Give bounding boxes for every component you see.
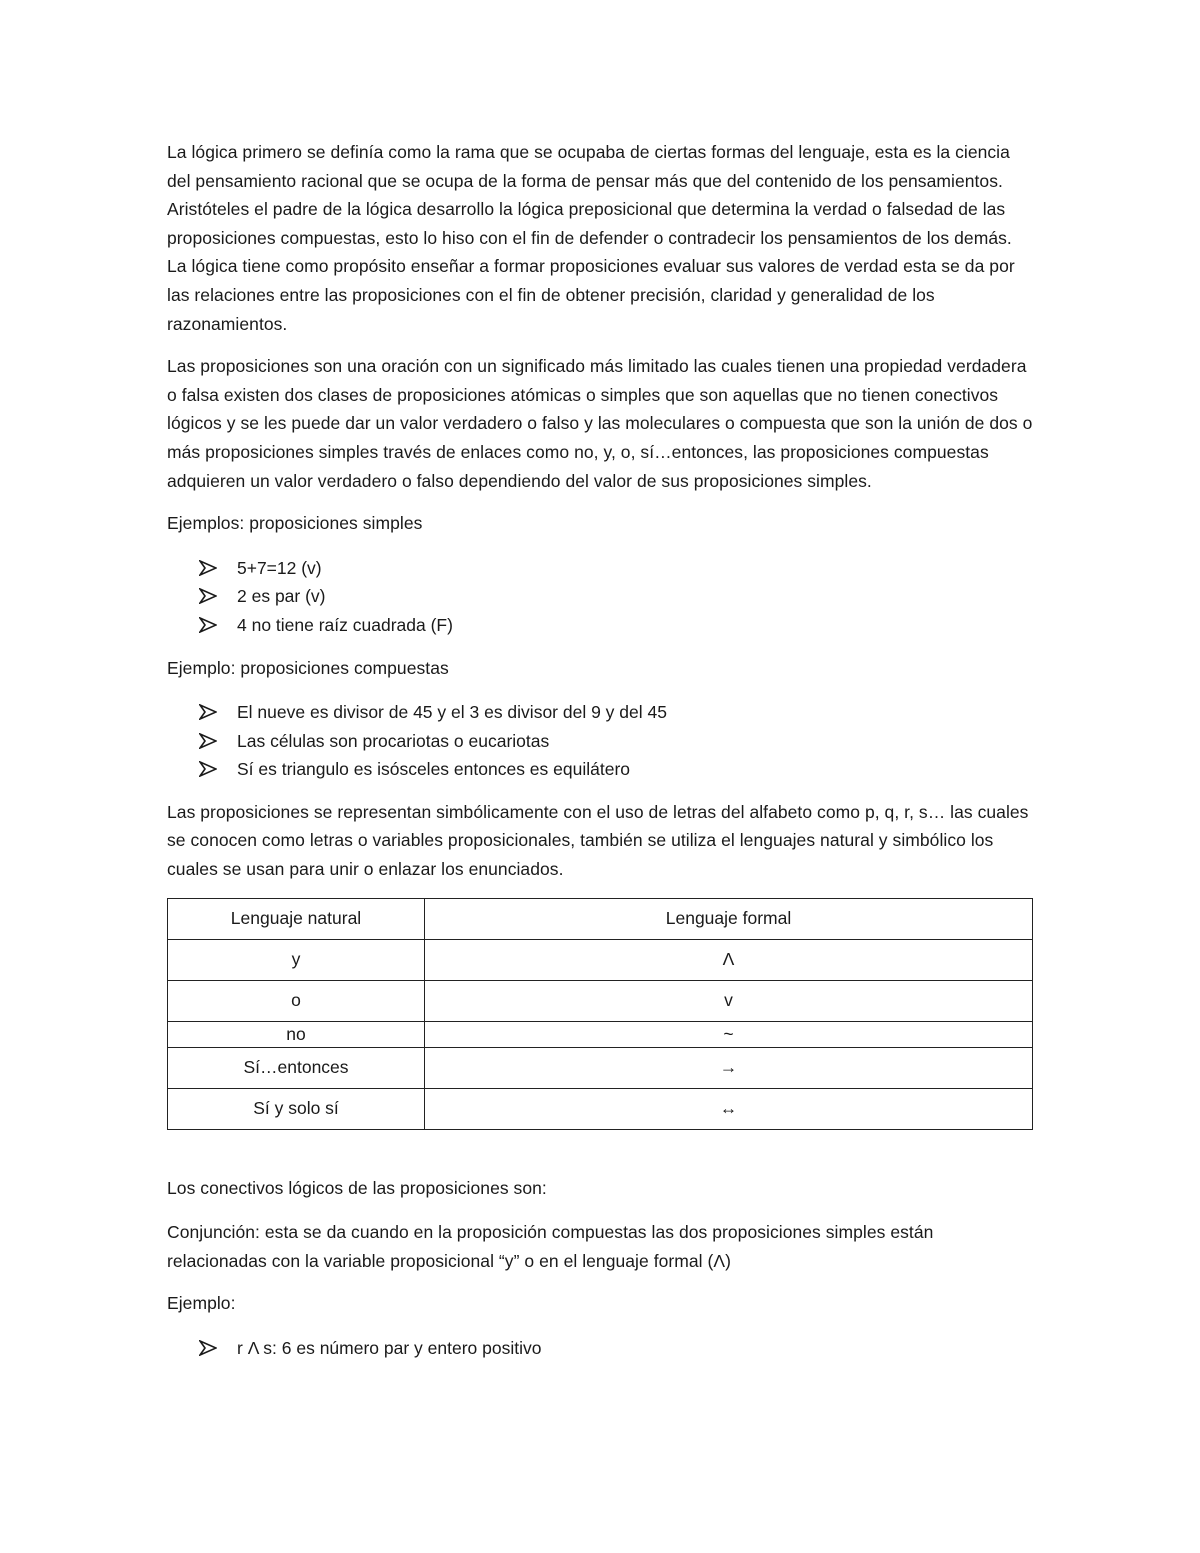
list-item: Sí es triangulo es isósceles entonces es equilátero: [167, 755, 1033, 784]
list-item: Las células son procariotas o eucariotas: [167, 727, 1033, 756]
table-header-natural: Lenguaje natural: [168, 898, 425, 939]
conjunction-paragraph: Conjunción: esta se da cuando en la proposición compuestas las dos proposiciones simples están relacionadas con la variable proposicional “y” o en el lenguaje formal (Λ): [167, 1222, 934, 1271]
list-item: 5+7=12 (v): [167, 554, 1033, 583]
table-cell-formal: ~: [425, 1021, 1033, 1047]
table-header-formal: Lenguaje formal: [425, 898, 1033, 939]
table-cell-natural: no: [168, 1021, 425, 1047]
intro-paragraph: La lógica primero se definía como la rama que se ocupaba de ciertas formas del lenguaje, esta es la ciencia del pensamiento racional que se ocupa de la forma de pensar más que del contenido de los pensamientos. Aristóteles el padre de la lógica desarrollo la lógica preposicional que determina la verdad o falsedad de las proposiciones compuestas, esto lo hiso con el fin de defender o contradecir los pensamientos de los demás. La lógica tiene como propósito enseñar a formar proposiciones evaluar sus valores de verdad esta se da por las relaciones entre las proposiciones con el fin de obtener precisión, claridad y generalidad de los razonamientos.: [167, 142, 1015, 334]
symbolic-representation-paragraph: Las proposiciones se representan simbólicamente con el uso de letras del alfabeto como p, q, r, s… las cuales se conocen como letras o variables proposicionales, también se utiliza el lenguajes natural y simbólico los cuales se usan para unir o enlazar los enunciados.: [167, 801, 1029, 880]
table-cell-formal: v: [425, 980, 1033, 1021]
table-cell-formal: Λ: [425, 939, 1033, 980]
arrowhead-bullet-icon: [199, 761, 217, 777]
table-cell-formal: ↔: [425, 1088, 1033, 1129]
simple-examples-list: [167, 554, 1033, 640]
table-cell-natural: o: [168, 980, 425, 1021]
table-row: [168, 1021, 1033, 1047]
table-row: [168, 1088, 1033, 1129]
table-row: [168, 939, 1033, 980]
table-header-row: [168, 898, 1033, 939]
list-item: r Λ s: 6 es número par y entero positivo: [167, 1334, 1033, 1363]
table-cell-natural: y: [168, 939, 425, 980]
conjunction-example-heading: Ejemplo:: [167, 1293, 236, 1314]
arrowhead-bullet-icon: [199, 733, 217, 749]
arrowhead-bullet-icon: [199, 560, 217, 576]
conjunction-example-list: [167, 1334, 1033, 1363]
list-item: 4 no tiene raíz cuadrada (F): [167, 611, 1033, 640]
arrowhead-bullet-icon: [199, 617, 217, 633]
table-cell-formal: →: [425, 1047, 1033, 1088]
table-cell-natural: Sí…entonces: [168, 1047, 425, 1088]
table-row: [168, 1047, 1033, 1088]
table-cell-natural: Sí y solo sí: [168, 1088, 425, 1129]
propositions-paragraph: Las proposiciones son una oración con un significado más limitado las cuales tienen una propiedad verdadera o falsa existen dos clases de proposiciones atómicas o simples que son aquellas que no tienen conectivos lógicos y se les puede dar un valor verdadero o falso y las moleculares o compuesta que son la unión de dos o más proposiciones simples través de enlaces como no, y, o, sí…entonces, las proposiciones compuestas adquieren un valor verdadero o falso dependiendo del valor de sus proposiciones simples.: [167, 356, 1033, 491]
arrowhead-bullet-icon: [199, 588, 217, 604]
connectives-table: [167, 898, 1033, 1130]
list-item: 2 es par (v): [167, 582, 1033, 611]
arrowhead-bullet-icon: [199, 1340, 217, 1356]
simple-examples-heading: Ejemplos: proposiciones simples: [167, 513, 423, 534]
list-item: El nueve es divisor de 45 y el 3 es divisor del 9 y del 45: [167, 698, 1033, 727]
arrowhead-bullet-icon: [199, 704, 217, 720]
document-page: [167, 138, 1033, 1377]
table-row: [168, 980, 1033, 1021]
compound-examples-heading: Ejemplo: proposiciones compuestas: [167, 657, 449, 678]
compound-examples-list: [167, 698, 1033, 784]
spacer: [167, 1130, 1033, 1174]
connectives-heading: Los conectivos lógicos de las proposiciones son:: [167, 1177, 547, 1198]
